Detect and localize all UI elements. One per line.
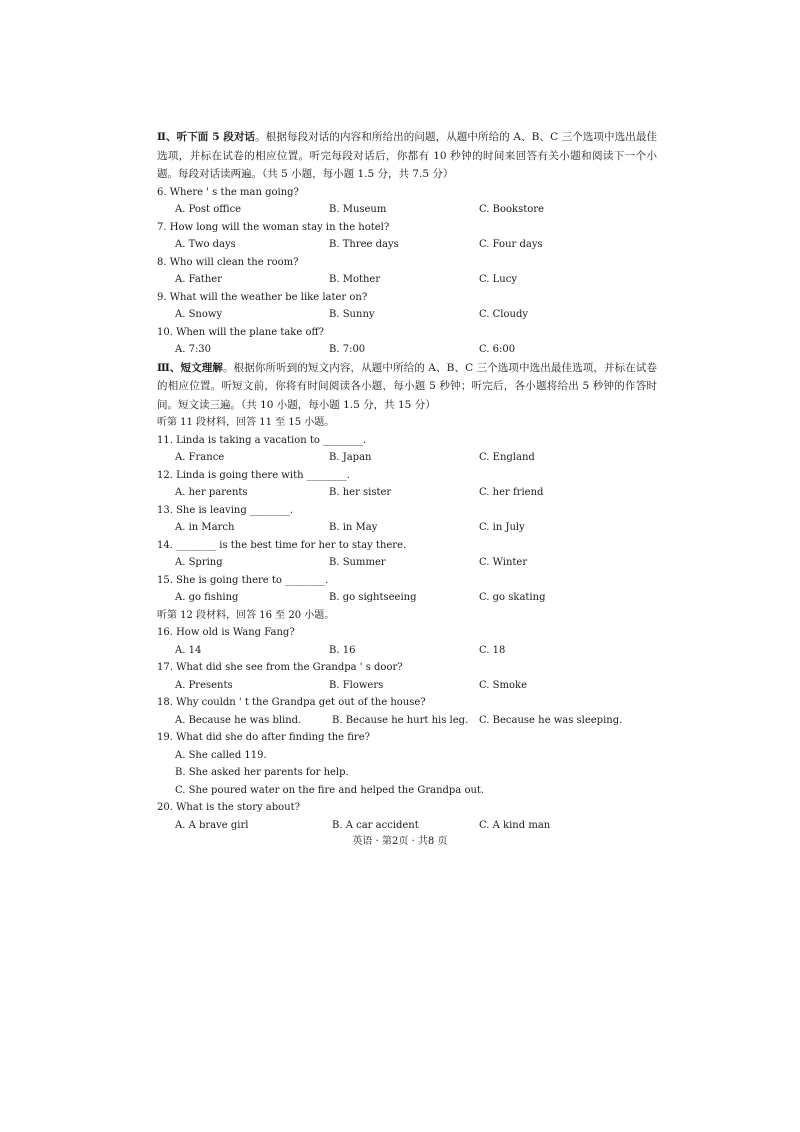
option-b: B. Mother xyxy=(329,274,381,285)
option-c: C. in July xyxy=(479,522,525,533)
question-text: 10. When will the plane take off? xyxy=(157,326,324,338)
options-row xyxy=(157,519,657,537)
part-2-heading: 听第 12 段材料，回答 16 至 20 小题。 xyxy=(157,609,335,621)
option-b: B. Flowers xyxy=(329,679,384,691)
option-c: C. Lucy xyxy=(479,274,517,285)
option-a: A. Because he was blind. xyxy=(175,714,302,726)
option-b: B. Summer xyxy=(329,557,386,568)
question-12 xyxy=(157,467,657,502)
question-text: 14. ________ is the best time for her to stay there. xyxy=(157,539,407,551)
option-b: B. A car accident xyxy=(332,819,419,831)
option-c: C. go skating xyxy=(479,592,546,603)
question-18 xyxy=(157,694,657,729)
option-a: A. Post office xyxy=(175,204,242,215)
section-2-title: 、听下面 5 段对话 xyxy=(165,131,256,143)
question-text: 20. What is the story about? xyxy=(157,802,301,813)
options-row xyxy=(157,449,657,467)
option-b: B. Because he hurt his leg. xyxy=(332,714,469,726)
question-15 xyxy=(157,572,657,607)
section-2-numeral: Ⅱ xyxy=(157,131,166,143)
option-c: C. Four days xyxy=(479,239,543,250)
part-1-heading: 听第 11 段材料，回答 11 至 15 小题。 xyxy=(157,417,335,428)
question-8 xyxy=(157,254,657,289)
option-c: C. 18 xyxy=(479,644,506,656)
option-b: B. Sunny xyxy=(329,309,375,320)
question-16 xyxy=(157,624,657,659)
option-b: B. Three days xyxy=(329,239,399,250)
section-3-instructions xyxy=(157,359,657,415)
question-14 xyxy=(157,537,657,572)
option-a: A. Two days xyxy=(175,239,236,250)
option-a: A. Father xyxy=(175,274,222,285)
question-6 xyxy=(157,184,657,219)
option-c: C. Winter xyxy=(479,557,528,568)
question-text: 12. Linda is going there with ________. xyxy=(157,469,350,481)
option-a: A. She called 119. xyxy=(175,749,267,761)
question-text: 9. What will the weather be like later on? xyxy=(157,291,368,303)
option-c: C. Because he was sleeping. xyxy=(479,714,623,726)
question-text: 16. How old is Wang Fang? xyxy=(157,627,295,638)
page-footer: 英语 · 第2页 · 共8 页 xyxy=(352,836,448,847)
option-b: B. in May xyxy=(329,522,378,533)
question-19 xyxy=(157,729,657,799)
option-a: A. 7:30 xyxy=(175,344,212,355)
option-b: B. go sightseeing xyxy=(329,592,417,603)
question-text: 17. What did she see from the Grandpa ' s door? xyxy=(157,662,403,673)
question-text: 8. Who will clean the room? xyxy=(157,256,299,268)
option-b: B. 16 xyxy=(329,644,356,656)
question-13 xyxy=(157,502,657,537)
question-text: 13. She is leaving ________. xyxy=(157,504,294,516)
question-10 xyxy=(157,324,657,359)
option-b: B. her sister xyxy=(329,487,392,498)
section-3-numeral: Ⅲ xyxy=(157,361,170,374)
question-text: 11. Linda is taking a vacation to ________. xyxy=(157,434,367,446)
question-text: 15. She is going there to ________. xyxy=(157,574,329,586)
question-20 xyxy=(157,799,657,834)
options-row xyxy=(157,642,657,660)
option-c: C. her friend xyxy=(479,487,544,498)
option-c: C. A kind man xyxy=(479,819,551,831)
option-a: A. Presents xyxy=(175,679,233,691)
question-7 xyxy=(157,219,657,254)
question-text: 18. Why couldn ' t the Grandpa get out of the house? xyxy=(157,697,426,708)
options-row xyxy=(157,484,657,502)
option-b: B. 7:00 xyxy=(329,344,366,355)
question-9 xyxy=(157,289,657,324)
section-2-text: 。根据每段对话的内容和所给出的问题，从题中所给的 A、B、C 三个选项中选出最佳选项，并标在试卷的相应位置。听完每段对话后，你都有 10 秒钟的时间来回答有关小题和阅读下一个小题。每段对话读两遍。（共 5 小题，每小题 1.5 分，共 7.5 分） xyxy=(157,131,657,180)
options-row xyxy=(157,677,657,695)
options-row xyxy=(157,271,657,289)
section-3-text: 。根据你所听到的短文内容，从题中所给的 A、B、C 三个选项中选出最佳选项，并标在试卷的相应位置。听短文前，你将有时间阅读各小题，每小题 5 秒钟；听完后，各小题将给出 5 秒钟的作答时间。短文读三遍。（共 10 小题，每小题 1.5 分，共 15 分） xyxy=(157,361,657,411)
question-text: 19. What did she do after finding the fire? xyxy=(157,732,370,743)
options-row xyxy=(157,236,657,254)
exam-content xyxy=(157,128,657,834)
question-text: 6. Where ' s the man going? xyxy=(157,186,299,198)
option-a: A. 14 xyxy=(175,644,202,656)
options-row xyxy=(157,554,657,572)
option-c: C. 6:00 xyxy=(479,344,516,355)
option-a: A. Snowy xyxy=(175,309,223,320)
option-c: C. Bookstore xyxy=(479,204,544,215)
options-row xyxy=(157,306,657,324)
options-row xyxy=(157,712,657,730)
question-17 xyxy=(157,659,657,694)
option-c: C. Smoke xyxy=(479,679,527,691)
option-a: A. go fishing xyxy=(175,592,239,603)
question-text: 7. How long will the woman stay in the hotel? xyxy=(157,221,390,233)
option-a: A. France xyxy=(175,452,225,463)
option-c: C. She poured water on the fire and helped the Grandpa out. xyxy=(175,784,485,796)
option-b: B. Museum xyxy=(329,204,387,215)
option-c: C. Cloudy xyxy=(479,309,529,320)
option-b: B. She asked her parents for help. xyxy=(175,767,349,778)
option-a: A. in March xyxy=(175,522,235,533)
options-row xyxy=(157,341,657,359)
options-row xyxy=(157,589,657,607)
section-3-title: 、短文理解 xyxy=(169,361,224,374)
question-11 xyxy=(157,432,657,467)
option-c: C. England xyxy=(479,452,535,463)
option-a: A. her parents xyxy=(175,487,248,498)
option-b: B. Japan xyxy=(329,452,372,463)
option-a: A. Spring xyxy=(175,557,223,568)
option-a: A. A brave girl xyxy=(175,819,249,831)
options-row xyxy=(157,201,657,219)
section-2-instructions xyxy=(157,128,657,184)
